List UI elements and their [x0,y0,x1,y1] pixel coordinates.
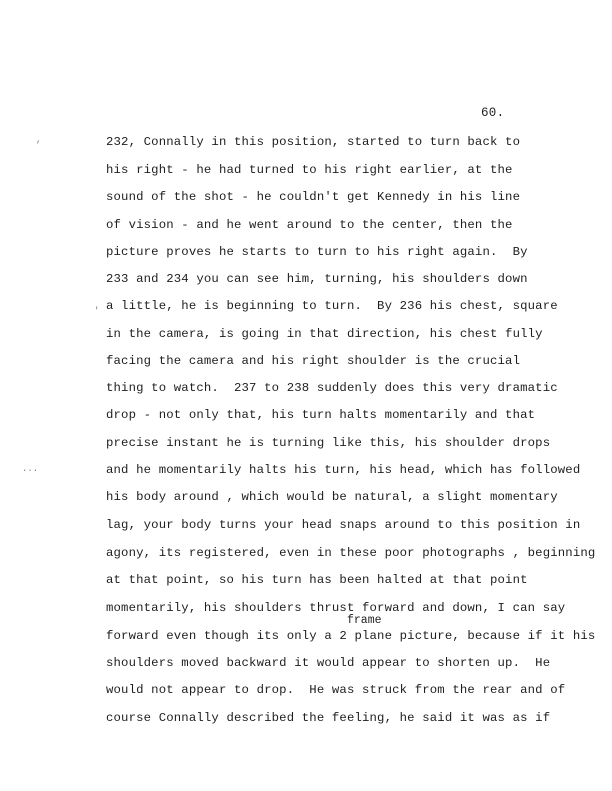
text-line: sound of the shot - he couldn't get Kennedy in his line [106,190,521,204]
text-line: agony, its registered, even in these poor photographs , beginning [106,546,596,560]
text-line: his right - he had turned to his right earlier, at the [106,163,513,177]
text-line: drop - not only that, his turn halts momentarily and that [106,408,536,422]
page-number: 60. [481,106,505,120]
text-line: and he momentarily halts his turn, his head, which has followed [106,463,581,477]
text-line: of vision - and he went around to the center, then the [106,218,513,232]
text-line: lag, your body turns your head snaps around to this position in [106,518,581,532]
text-line: course Connally described the feeling, he said it was as if [106,711,551,725]
text-line: forward even though its only a 2 plane picture, because if it his [106,629,596,643]
text-line: at that point, so his turn has been halted at that point [106,573,528,587]
text-line: a little, he is beginning to turn. By 236 his chest, square [106,299,558,313]
text-line: 233 and 234 you can see him, turning, his shoulders down [106,272,528,286]
text-line: 232, Connally in this position, started to turn back to [106,135,521,149]
text-line: facing the camera and his right shoulder is the crucial [106,354,521,368]
text-line: momentarily, his shoulders thrust forward and down, I can say [106,601,566,615]
margin-mark: ... [22,464,39,474]
interlinear-insertion: frame [347,614,382,627]
text-line: picture proves he starts to turn to his right again. By [106,245,528,259]
margin-mark: , [36,135,42,145]
text-line: precise instant he is turning like this, his shoulder drops [106,436,551,450]
text-line: in the camera, is going in that direction, his chest fully [106,327,543,341]
margin-mark: ' [94,306,100,316]
text-line: would not appear to drop. He was struck from the rear and of [106,683,566,697]
text-line: thing to watch. 237 to 238 suddenly does this very dramatic [106,381,558,395]
text-line: his body around , which would be natural, a slight momentary [106,490,558,504]
text-line: shoulders moved backward it would appear to shorten up. He [106,656,551,670]
